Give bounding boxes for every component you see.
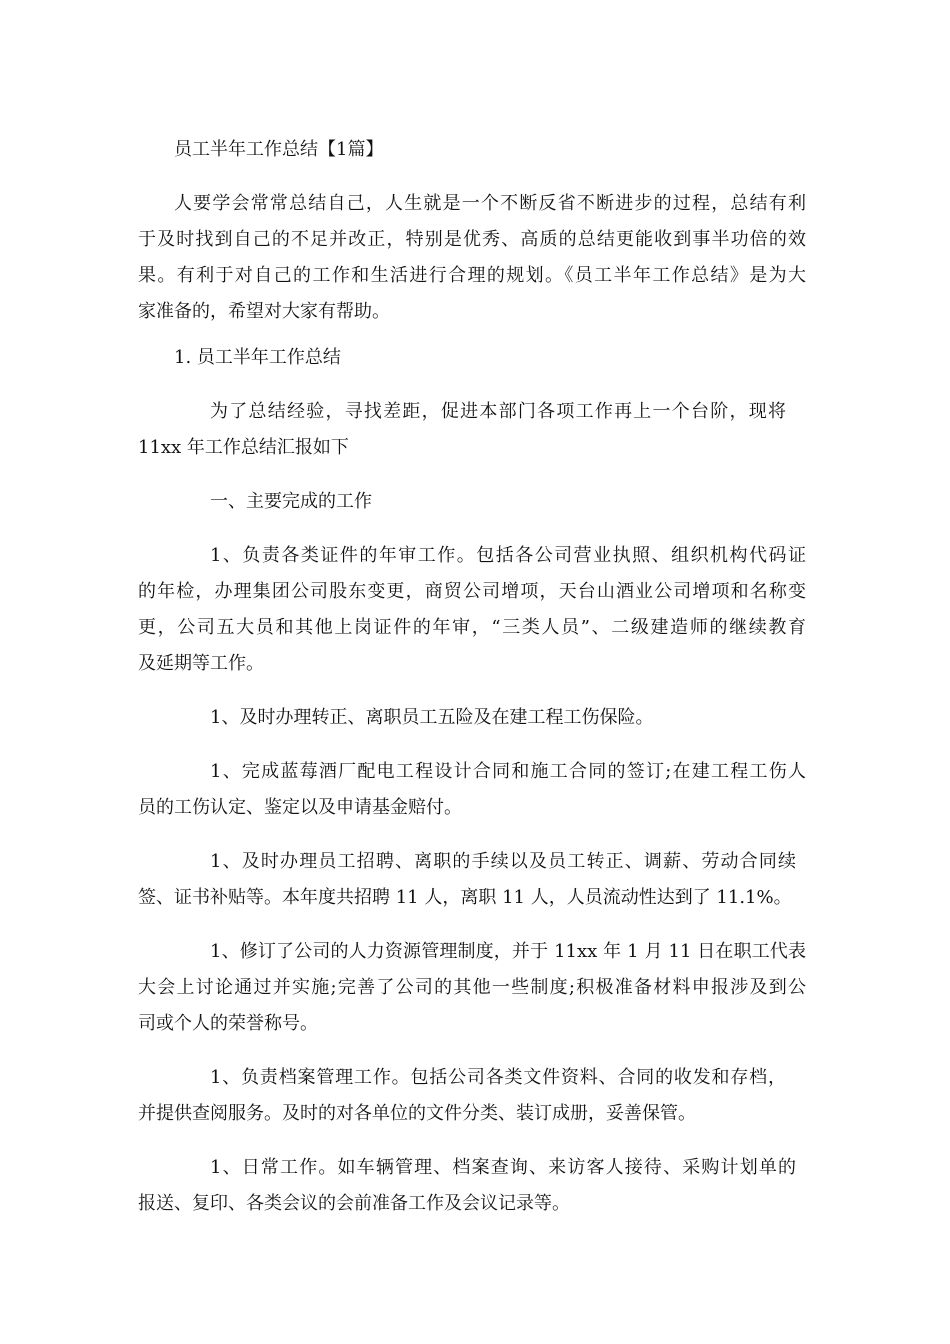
section-heading: 1. 员工半年工作总结 xyxy=(174,347,341,368)
work-item-line: 签、证书补贴等。本年度共招聘 11 人，离职 11 人，人员流动性达到了 11.1%。 xyxy=(138,887,792,908)
work-item-line: 更，公司五大员和其他上岗证件的年审，“三类人员”、二级建造师的继续教育 xyxy=(138,617,806,638)
work-item-line: 1、日常工作。如车辆管理、档案查询、来访客人接待、采购计划单的 xyxy=(210,1157,796,1178)
intro-line: 于及时找到自己的不足并改正，特别是优秀、高质的总结更能收到事半功倍的效 xyxy=(138,229,806,250)
opening-line: 11xx 年工作总结汇报如下 xyxy=(138,437,349,458)
work-item-line: 1、及时办理员工招聘、离职的手续以及员工转正、调薪、劳动合同续 xyxy=(210,851,796,872)
work-item-line: 1、负责档案管理工作。包括公司各类文件资料、合同的收发和存档， xyxy=(210,1067,786,1088)
work-item-line: 员的工伤认定、鉴定以及申请基金赔付。 xyxy=(138,797,462,818)
work-item-line: 1、及时办理转正、离职员工五险及在建工程工伤保险。 xyxy=(210,707,654,728)
intro-line: 人要学会常常总结自己，人生就是一个不断反省不断进步的过程，总结有利 xyxy=(174,193,806,214)
work-item-line: 1、完成蓝莓酒厂配电工程设计合同和施工合同的签订;在建工程工伤人 xyxy=(210,761,806,782)
intro-line: 家准备的，希望对大家有帮助。 xyxy=(138,301,390,322)
work-item-line: 司或个人的荣誉称号。 xyxy=(138,1013,318,1034)
work-item-line: 1、负责各类证件的年审工作。包括各公司营业执照、组织机构代码证 xyxy=(210,545,806,566)
work-item-line: 大会上讨论通过并实施;完善了公司的其他一些制度;积极准备材料申报涉及到公 xyxy=(138,977,806,998)
opening-line: 为了总结经验，寻找差距，促进本部门各项工作再上一个台阶，现将 xyxy=(210,401,786,422)
work-item-line: 并提供查阅服务。及时的对各单位的文件分类、装订成册，妥善保管。 xyxy=(138,1103,696,1124)
work-item-line: 及延期等工作。 xyxy=(138,653,264,674)
document-title: 员工半年工作总结【1篇】 xyxy=(174,139,384,160)
intro-line: 果。有利于对自己的工作和生活进行合理的规划。《员工半年工作总结》是为大 xyxy=(138,265,806,286)
subheading: 一、主要完成的工作 xyxy=(210,491,372,512)
work-item-line: 报送、复印、各类会议的会前准备工作及会议记录等。 xyxy=(138,1193,570,1214)
work-item-line: 1、修订了公司的人力资源管理制度，并于 11xx 年 1 月 11 日在职工代表 xyxy=(210,941,806,962)
work-item-line: 的年检，办理集团公司股东变更，商贸公司增项，天台山酒业公司增项和名称变 xyxy=(138,581,806,602)
